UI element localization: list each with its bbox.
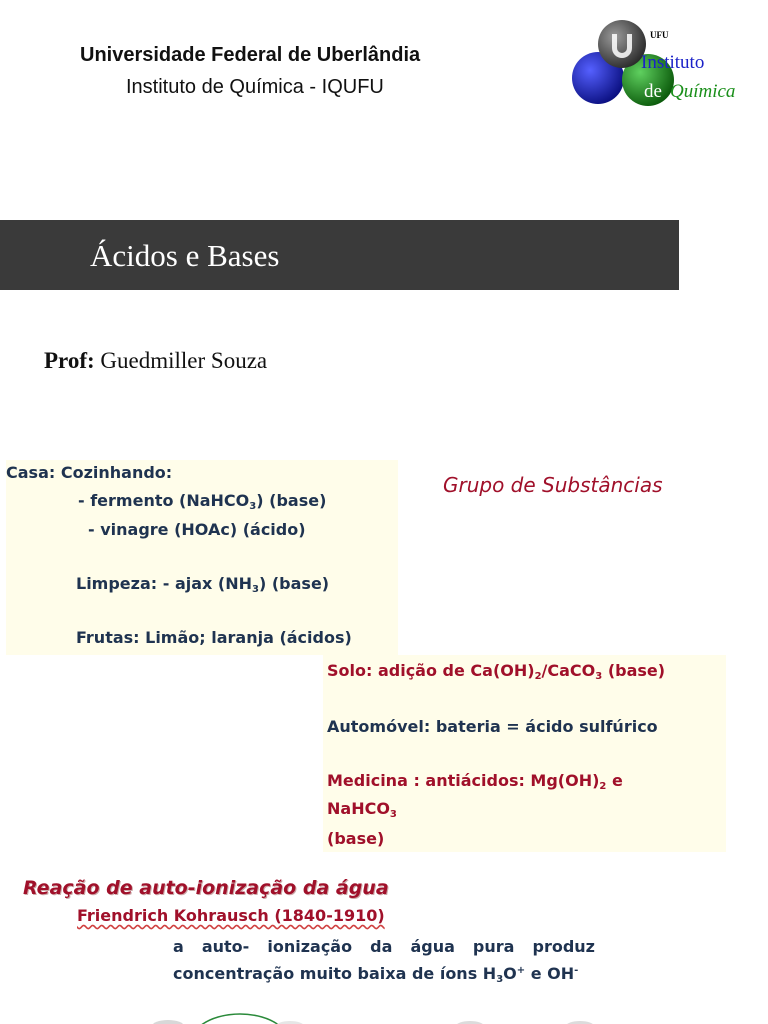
logo-word-de: de [644,81,662,102]
logo-word-quimica: Química [670,81,736,102]
reaction-title: Reação de auto-ionização da água [23,877,389,899]
author-line [44,348,267,374]
box1-line-frutas: Frutas: Limão; laranja (ácidos) [76,628,352,647]
box1-line-limpeza: Limpeza: - ajax $(NH_3)$ (base) [76,574,330,595]
molecule-illustration [140,1004,620,1024]
box2-line-nahco3: NaHCO$_3$ [327,799,397,820]
box1-line-fermento: - fermento (NaHCO$_3$) (base) [78,491,327,512]
institute-logo [568,20,758,110]
logo-word-instituto: Instituto [641,52,705,73]
atom-icon [152,1020,184,1024]
reaction-description: a auto- ionização da água pura produz concentração muito baixa de íons $H_3O^+$ e OH- [173,937,595,985]
title-banner [0,220,679,290]
arrow-curve-icon [200,1014,280,1024]
institute-name: Instituto de Química - IQUFU [126,76,384,98]
page-title: Ácidos e Bases [90,238,280,273]
scientist-name: Friendrich Kohrausch (1840-1910) [77,906,385,925]
author-label: Prof: [44,348,95,373]
applications-box [323,655,726,852]
university-name: Universidade Federal de Uberlândia [80,44,421,66]
box2-line-base: (base) [327,829,385,848]
box2-line-medicina: Medicina : antiácidos: $Mg(OH)_2$ e [327,771,623,792]
household-box [6,460,398,655]
gray-sphere-icon [598,20,646,68]
box2-line-automovel: Automóvel: bateria = ácido sulfúrico [327,717,658,736]
box1-line-casa: Casa: Cozinhando: [6,463,173,482]
box1-line-vinagre: - vinagre (HOAc) (ácido) [88,520,306,539]
author-name: Guedmiller Souza [100,348,268,373]
box2-line-solo: Solo: adição de $Ca(OH)_2/CaCO_3$ (base) [327,661,666,682]
logo-ufu-text: UFU [650,30,669,40]
section-title: Grupo de Substâncias [443,473,663,497]
